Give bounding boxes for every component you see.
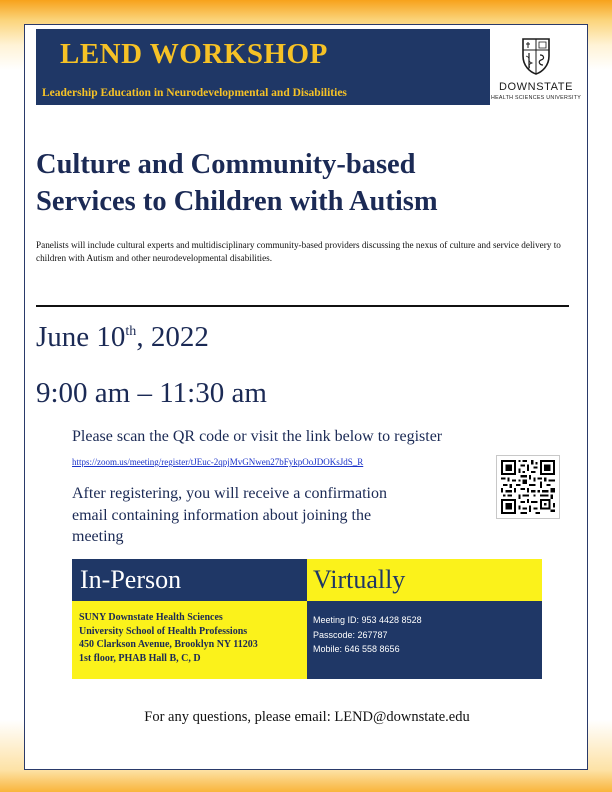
meeting-mobile: Mobile: 646 558 8656 — [313, 644, 400, 654]
event-time: 9:00 am – 11:30 am — [36, 377, 267, 409]
confirmation-line-1: After registering, you will receive a confirmation — [72, 485, 387, 502]
meeting-passcode: Passcode: 267787 — [313, 629, 388, 640]
event-title — [36, 146, 566, 220]
confirmation-line-2: email containing information about joining the — [72, 506, 372, 524]
in-person-details-cell — [72, 601, 307, 679]
address-line: University School of Health Professions — [79, 625, 248, 637]
meeting-details — [313, 613, 422, 657]
caduceus-shield-icon — [520, 36, 552, 76]
divider — [36, 305, 569, 307]
workshop-banner — [36, 29, 490, 105]
register-link[interactable]: https://zoom.us/meeting/register/tJEuc-2qpjMvGNwen27bFykpOoJDOKsJdS_R — [72, 457, 364, 467]
virtual-header-cell — [307, 559, 542, 601]
event-title-line-2: Services to Children with Autism — [36, 186, 438, 217]
in-person-header-cell — [72, 559, 307, 601]
event-description: Panelists will include cultural experts and multidisciplinary community-based providers discussing the nexus of culture and service delivery to children with Autism and other neurodevelopmental disabilities. — [36, 240, 561, 263]
date-month-day: June 10 — [36, 321, 126, 353]
address-line: SUNY Downstate Health Sciences — [79, 612, 223, 623]
event-date — [36, 321, 209, 354]
meeting-id: Meeting ID: 953 4428 8528 — [313, 615, 422, 625]
banner-title: LEND WORKSHOP — [60, 38, 328, 70]
date-suffix: th — [125, 324, 137, 339]
downstate-logo — [490, 29, 582, 105]
in-person-heading: In-Person — [80, 565, 182, 594]
qr-code-icon[interactable] — [496, 455, 560, 519]
logo-subname: HEALTH SCIENCES UNIVERSITY — [490, 95, 582, 101]
confirmation-note — [72, 483, 452, 548]
confirmation-line-3: meeting — [72, 528, 124, 545]
banner-subtitle: Leadership Education in Neurodevelopmental and Disabilities — [42, 87, 347, 99]
virtual-heading: Virtually — [313, 565, 406, 594]
qr-code-graphic — [501, 460, 555, 514]
flyer-frame — [24, 24, 588, 770]
venue-address — [79, 611, 258, 665]
attendance-options — [72, 559, 542, 679]
address-line: 1st floor, PHAB Hall B, C, D — [79, 652, 201, 664]
virtual-details-cell — [307, 601, 542, 679]
address-line: 450 Clarkson Avenue, Brooklyn NY 11203 — [79, 639, 258, 650]
contact-line: For any questions, please email: LEND@downstate.edu — [144, 709, 470, 725]
event-title-line-1: Culture and Community-based — [36, 149, 416, 180]
date-year: , 2022 — [136, 321, 209, 353]
logo-name: DOWNSTATE — [498, 81, 574, 93]
register-instruction: Please scan the QR code or visit the link below to register — [72, 428, 443, 445]
